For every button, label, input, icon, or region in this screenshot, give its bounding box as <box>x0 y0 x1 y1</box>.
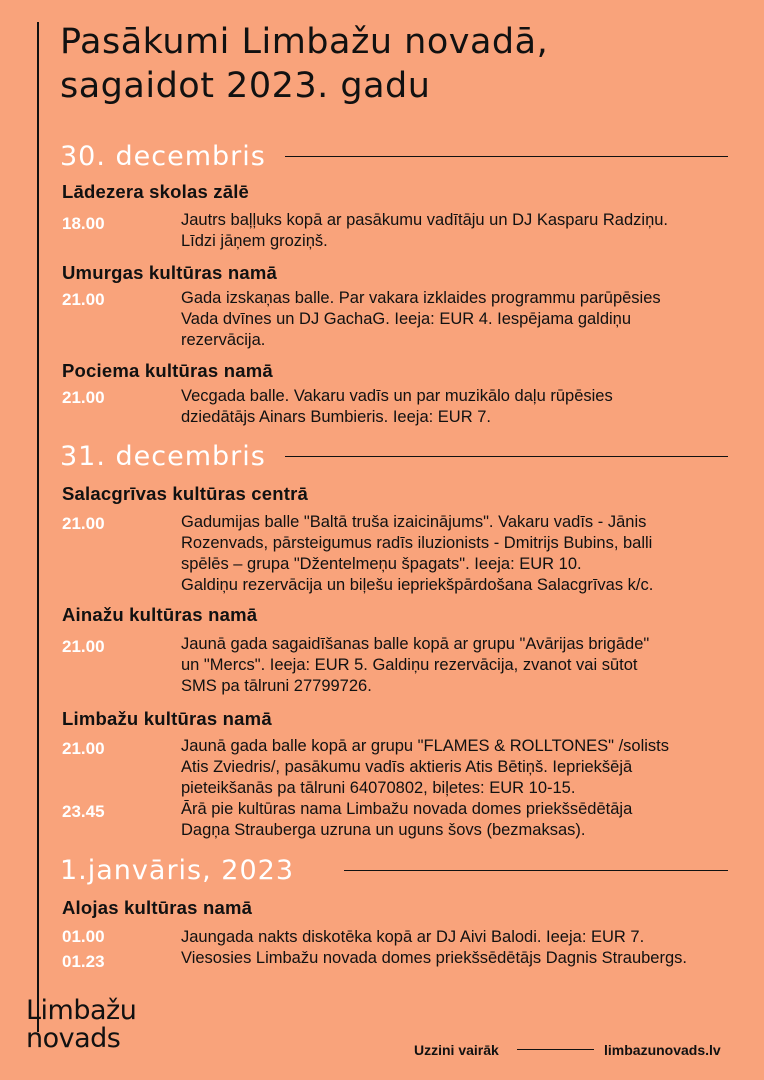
desc-line: Dagņa Strauberga uzruna un uguns šovs (bezmaksas). <box>181 821 586 839</box>
day-heading-31-dec <box>60 440 728 474</box>
footer-divider <box>517 1049 594 1050</box>
day-heading-30-dec <box>60 140 728 174</box>
desc-line: Ārā pie kultūras nama Limbažu novada domes priekšsēdētāja <box>181 800 633 818</box>
day-divider <box>285 156 728 157</box>
desc-line: Jaungada nakts diskotēka kopā ar DJ Aivi Balodi. Ieeja: EUR 7. <box>181 928 645 946</box>
venue-limbazu-kultura: Limbažu kultūras namā <box>62 708 272 729</box>
event-description <box>181 927 741 948</box>
desc-line: SMS pa tālruni 27799726. <box>181 677 372 695</box>
desc-line: Gadumijas balle "Baltā truša izaicinājums". Vakaru vadīs - Jānis <box>181 513 647 531</box>
event-time: 21.00 <box>62 514 105 533</box>
day-divider <box>344 870 728 871</box>
logo-line-1: Limbažu <box>26 995 137 1026</box>
desc-line: Jautrs baļļuks kopā ar pasākumu vadītāju un DJ Kasparu Radziņu. <box>181 211 669 229</box>
day-label: 31. decembris <box>60 441 266 472</box>
event-time: 23.45 <box>62 802 105 821</box>
event-time: 01.23 <box>62 952 105 971</box>
event-description <box>181 210 741 252</box>
more-info-label: Uzzini vairāk <box>414 1042 499 1058</box>
event-time: 21.00 <box>62 290 105 309</box>
event-description <box>181 386 741 428</box>
desc-line: Vecgada balle. Vakaru vadīs un par muzikālo daļu rūpēsies <box>181 387 613 405</box>
event-description <box>181 799 741 841</box>
event-description <box>181 288 741 351</box>
event-description <box>181 736 741 799</box>
desc-line: spēlēs – grupa "Džentelmeņu špagats". Ieeja: EUR 10. <box>181 555 582 573</box>
event-description <box>181 634 741 697</box>
venue-ladezera-skola: Lādezera skolas zālē <box>62 181 250 202</box>
title-line-2: sagaidot 2023. gadu <box>60 66 431 106</box>
desc-line: Jaunā gada sagaidīšanas balle kopā ar grupu "Avārijas brigāde" <box>181 635 650 653</box>
desc-line: Galdiņu rezervācija un biļešu iepriekšpārdošana Salacgrīvas k/c. <box>181 576 654 594</box>
day-heading-1-jan <box>60 854 728 888</box>
desc-line: un "Mercs". Ieeja: EUR 5. Galdiņu rezervācija, zvanot vai sūtot <box>181 656 638 674</box>
event-time: 21.00 <box>62 637 105 656</box>
day-label: 1.janvāris, 2023 <box>60 855 294 886</box>
desc-line: rezervācija. <box>181 331 266 349</box>
event-time: 01.00 <box>62 927 105 946</box>
desc-line: Jaunā gada balle kopā ar grupu "FLAMES & ROLLTONES" /solists <box>181 737 670 755</box>
left-vertical-rule <box>37 22 39 1032</box>
venue-alojas-kultura: Alojas kultūras namā <box>62 897 253 918</box>
event-time: 21.00 <box>62 388 105 407</box>
desc-line: dziedātājs Ainars Bumbieris. Ieeja: EUR 7. <box>181 408 491 426</box>
day-label: 30. decembris <box>60 141 266 172</box>
desc-line: pieteikšanās pa tālruni 64070802, biļetes: EUR 10-15. <box>181 779 576 797</box>
desc-line: Rozenvads, pārsteigumus radīs iluzionists - Dmitrijs Bubins, balli <box>181 534 653 552</box>
limbazu-novads-logo <box>26 997 136 1053</box>
event-description <box>181 948 741 969</box>
event-description <box>181 512 741 596</box>
desc-line: Atis Zviedris/, pasākumu vadīs aktieris Atis Bētiņš. Iepriekšējā <box>181 758 633 776</box>
logo-line-2: novads <box>26 1023 121 1054</box>
day-divider <box>285 456 728 457</box>
website-link[interactable]: limbazunovads.lv <box>604 1042 721 1058</box>
event-time: 21.00 <box>62 739 105 758</box>
page-title <box>60 20 740 108</box>
desc-line: Gada izskaņas balle. Par vakara izklaides programmu parūpēsies <box>181 289 661 307</box>
venue-pociema-kultura: Pociema kultūras namā <box>62 360 273 381</box>
venue-salacgrivas-kultura: Salacgrīvas kultūras centrā <box>62 483 309 504</box>
venue-umurgas-kultura: Umurgas kultūras namā <box>62 262 277 283</box>
title-line-1: Pasākumi Limbažu novadā, <box>60 22 549 62</box>
desc-line: Viesosies Limbažu novada domes priekšsēdētājs Dagnis Straubergs. <box>181 949 687 967</box>
event-time: 18.00 <box>62 214 105 233</box>
desc-line: Līdzi jāņem groziņš. <box>181 232 328 250</box>
venue-ainazu-kultura: Ainažu kultūras namā <box>62 604 258 625</box>
desc-line: Vada dvīnes un DJ GachaG. Ieeja: EUR 4. Iespējama galdiņu <box>181 310 632 328</box>
